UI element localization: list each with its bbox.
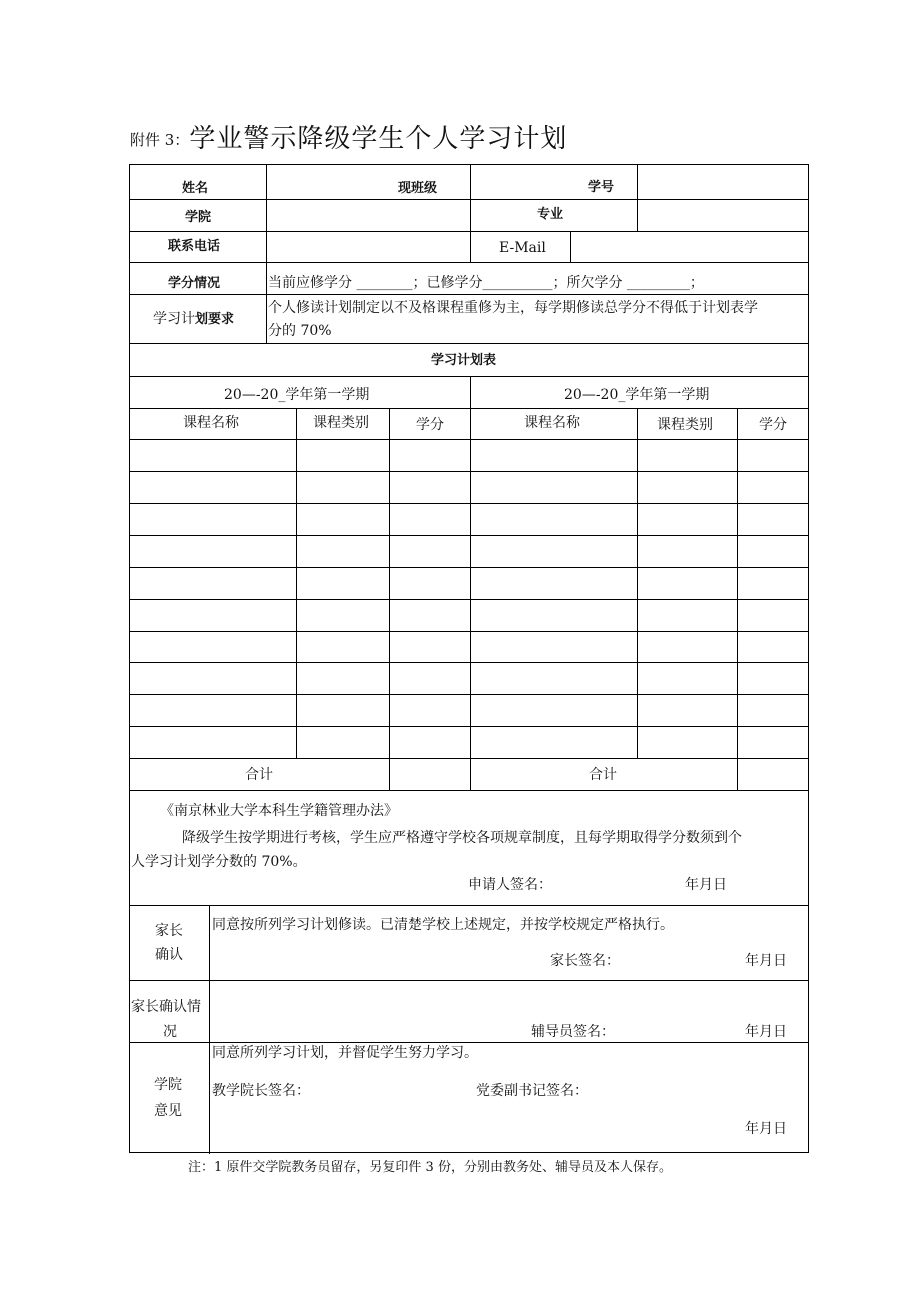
credits-text: 当前应修学分 ________；已修学分__________；所欠学分 _________； <box>268 275 704 291</box>
college-label: 学院 <box>185 210 212 225</box>
grid-line <box>130 262 808 263</box>
col-credit-right: 学分 <box>759 417 787 433</box>
grid-line <box>737 408 738 790</box>
requirement-label <box>153 310 234 329</box>
major-label: 专业 <box>537 207 564 222</box>
grid-line <box>130 199 808 200</box>
page-title <box>130 118 567 155</box>
dean-sign: 教学院长签名： <box>212 1083 310 1099</box>
col-type-right: 课程类别 <box>657 417 713 433</box>
parent-label-1: 家长 <box>155 923 183 939</box>
grid-line <box>570 231 571 262</box>
total-right: 合计 <box>589 767 617 783</box>
grid-line <box>637 408 638 758</box>
grid-line <box>130 343 808 344</box>
grid-line <box>130 758 808 759</box>
grid-line <box>130 376 808 377</box>
total-left: 合计 <box>245 767 273 783</box>
grid-line <box>266 165 267 343</box>
grid-line <box>130 408 808 409</box>
grid-line <box>389 408 390 790</box>
phone-label: 联系电话 <box>168 239 221 254</box>
grid-line <box>130 1042 808 1043</box>
grid-line <box>296 408 297 758</box>
grid-line <box>130 694 808 695</box>
student-id-label: 学号 <box>588 180 615 195</box>
counselor-date: 年月日 <box>745 1024 787 1040</box>
requirement-label-part: 划要求 <box>195 312 235 327</box>
grid-line <box>130 471 808 472</box>
email-label: E-Mail <box>499 240 546 256</box>
rules-line-2: 人学习计划学分数的 70%。 <box>131 854 307 870</box>
grid-line <box>209 905 210 1154</box>
grid-line <box>130 535 808 536</box>
plan-heading: 学习计划表 <box>431 353 497 368</box>
col-type-left: 课程类别 <box>313 415 369 431</box>
requirement-label-part: 学习计 <box>153 311 195 327</box>
grid-line <box>130 662 808 663</box>
party-secretary-sign: 党委副书记签名： <box>476 1083 588 1099</box>
parent-text: 同意按所列学习计划修读。已清楚学校上述规定，并按学校规定严格执行。 <box>212 917 674 933</box>
grid-line <box>637 165 638 231</box>
grid-line <box>130 980 808 981</box>
applicant-sign: 申请人签名： <box>468 877 552 893</box>
grid-line <box>130 726 808 727</box>
grid-line <box>130 439 808 440</box>
grid-line <box>130 599 808 600</box>
class-label: 现班级 <box>398 181 438 196</box>
grid-line <box>130 905 808 906</box>
college-opinion-date: 年月日 <box>745 1121 787 1137</box>
college-opinion-label-2: 意见 <box>154 1103 182 1119</box>
title-prefix: 附件 3： <box>130 131 190 149</box>
parent-date: 年月日 <box>745 953 787 969</box>
plan-form <box>129 164 809 1153</box>
term-left: 20—-20_学年第一学期 <box>224 387 370 403</box>
col-course-right: 课程名称 <box>524 415 580 431</box>
grid-line <box>470 376 471 790</box>
parent-status-label-1: 家长确认情 <box>131 999 201 1015</box>
grid-line <box>130 294 808 295</box>
col-course-left: 课程名称 <box>183 415 239 431</box>
rules-doc: 《南京林业大学本科生学籍管理办法》 <box>160 803 398 819</box>
grid-line <box>130 231 808 232</box>
college-opinion-label-1: 学院 <box>154 1077 182 1093</box>
counselor-sign: 辅导员签名： <box>531 1024 615 1040</box>
grid-line <box>130 567 808 568</box>
grid-line <box>130 503 808 504</box>
applicant-date: 年月日 <box>685 877 727 893</box>
rules-line-1: 降级学生按学期进行考核，学生应严格遵守学校各项规章制度，且每学期取得学分数须到个 <box>182 830 742 846</box>
grid-line <box>470 165 471 262</box>
footnote: 注：1 原件交学院教务员留存，另复印件 3 份，分别由教务处、辅导员及本人保存。 <box>188 1160 672 1175</box>
credits-label: 学分情况 <box>168 276 221 291</box>
name-label: 姓名 <box>182 181 209 196</box>
requirement-text-1: 个人修读计划制定以不及格课程重修为主，每学期修读总学分不得低于计划表学 <box>268 300 758 316</box>
parent-sign: 家长签名： <box>550 953 620 969</box>
grid-line <box>130 790 808 791</box>
term-right: 20—-20_学年第一学期 <box>564 387 710 403</box>
college-opinion-text: 同意所列学习计划，并督促学生努力学习。 <box>212 1045 478 1061</box>
parent-label-2: 确认 <box>155 947 183 963</box>
col-credit-left: 学分 <box>416 417 444 433</box>
parent-status-label-2: 况 <box>163 1024 177 1040</box>
title-main: 学业警示降级学生个人学习计划 <box>189 124 568 154</box>
grid-line <box>130 631 808 632</box>
requirement-text-2: 分的 70% <box>268 323 332 339</box>
